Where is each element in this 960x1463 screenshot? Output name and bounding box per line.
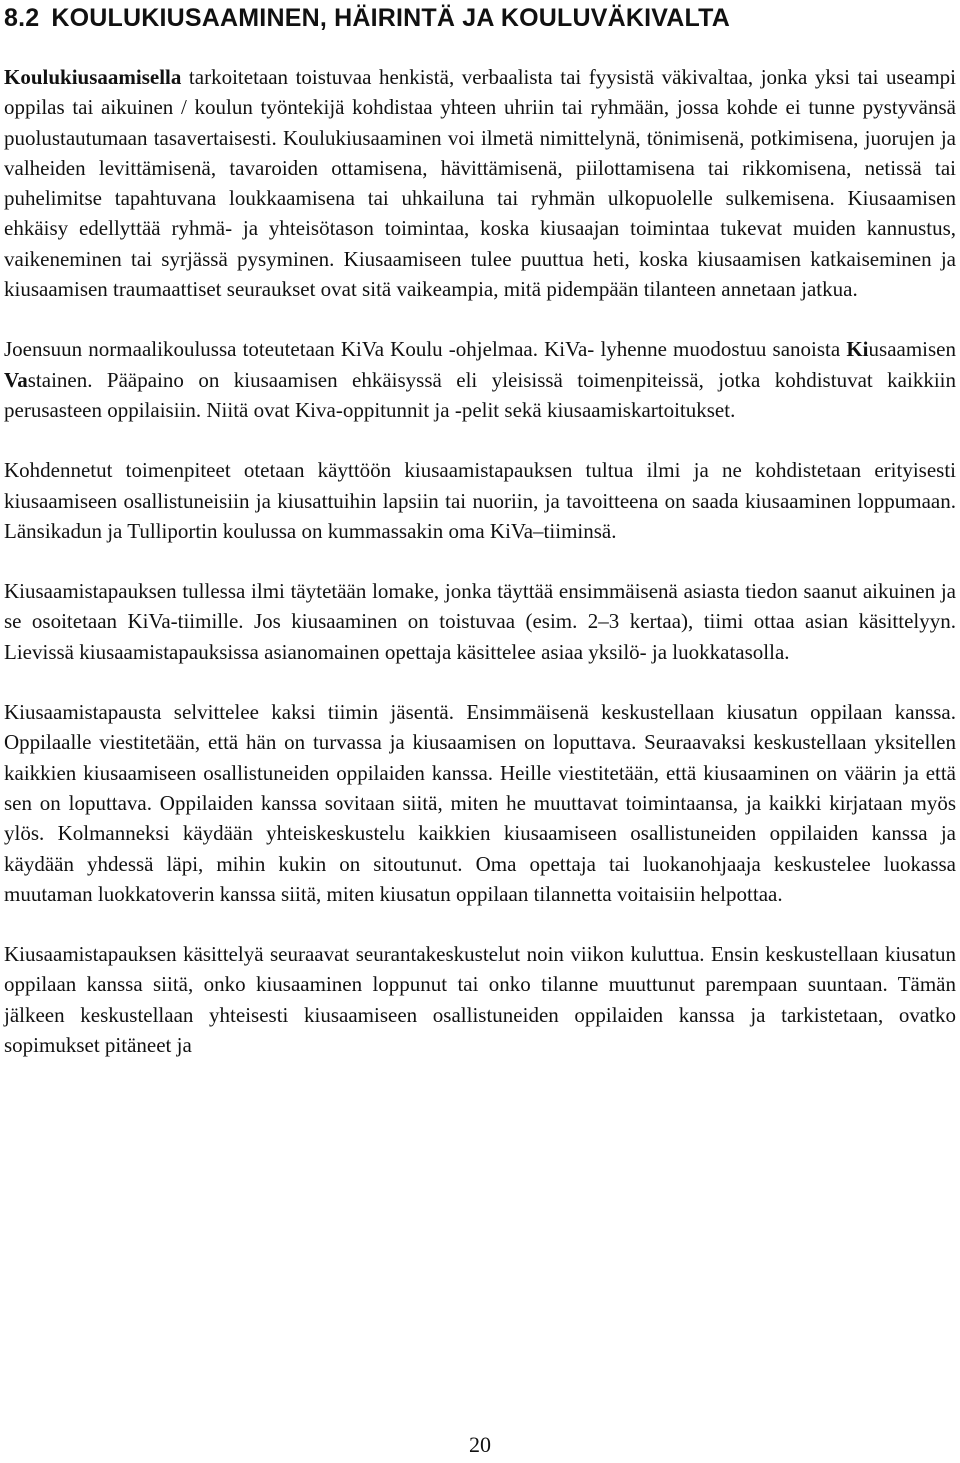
section-heading bbox=[4, 4, 730, 33]
section-number: 8.2 bbox=[4, 4, 40, 32]
paragraph-investigation: Kiusaamistapausta selvittelee kaksi tiimin jäsentä. Ensimmäisenä keskustellaan kiusatun oppilaan kanssa. Oppilaalle viestitetään, että hän on turvassa ja kiusaamisen on loputtava. Seuraavaksi keskustellaan yksitellen kaikkien kiusaamiseen osallistuneiden oppilaiden kanssa. Heille viestitetään, että kiusaaminen on väärin ja että sen on loputtava. Oppilaiden kanssa sovitaan siitä, miten he muuttavat toimintaansa, ja kaikki kirjataan myös ylös. Kolmanneksi käydään yhteiskeskustelu kaikkien kiusaamiseen osallistuneiden oppilaiden kanssa ja käydään yhdessä läpi, mihin kukin on sitoutunut. Oma opettaja tai luokanohjaaja keskustelee luokassa muutaman luokkatoverin kanssa siitä, miten kiusatun oppilaan tilannetta voitaisiin helpottaa. bbox=[4, 700, 956, 906]
acronym-ki: Ki bbox=[846, 337, 869, 362]
paragraph-targeted-measures: Kohdennetut toimenpiteet otetaan käyttöön kiusaamistapauksen tultua ilmi ja ne kohdistetaan erityisesti kiusaamiseen osallistuneisiin ja kiusattuihin lapsiin tai nuoriin, ja tavoitteena on saada kiusaaminen loppumaan. Länsikadun ja Tulliportin koulussa on kummassakin oma KiVa–tiiminsä. bbox=[4, 458, 956, 543]
paragraph-kiva-text-a: Joensuun normaalikoulussa toteutetaan KiVa Koulu -ohjelmaa. KiVa- lyhenne muodostuu sanoista bbox=[4, 337, 847, 362]
paragraph-kiva-text-d: stainen. Pääpaino on kiusaamisen ehkäisyssä eli yleisissä toimenpiteissä, jotka kohdistuvat kaikkiin perusasteen oppilaisiin. Niitä ovat Kiva-oppitunnit ja -pelit sekä kiusaamiskartoitukset. bbox=[4, 367, 956, 422]
paragraph-kiva-text-c: usaamisen bbox=[868, 337, 956, 362]
body-text bbox=[4, 62, 956, 1060]
paragraph-reporting: Kiusaamistapauksen tullessa ilmi täytetään lomake, jonka täyttää ensimmäisenä asiasta tiedon saanut aikuinen ja se osoitetaan KiVa-tiimille. Jos kiusaaminen on toistuvaa (esim. 2–3 kertaa), tiimi ottaa asian käsittelyyn. Lievissä kiusaamistapauksissa asianomainen opettaja käsittelee asiaa yksilö- ja luokkatasolla. bbox=[4, 579, 956, 664]
acronym-va: Va bbox=[4, 367, 28, 392]
paragraph-definition bbox=[4, 62, 956, 304]
paragraph-definition-text: tarkoitetaan toistuvaa henkistä, verbaalista tai fyysistä väkivaltaa, jonka yksi tai useampi oppilas tai aikuinen / koulun työntekijä kohdistaa yhteen uhriin tai ryhmään, jossa kohde ei tunne pystyvänsä puolustautumaan tasavertaisesti. Koulukiusaaminen voi ilmetä nimittelynä, tönimisenä, potkimisena, juorujen ja valheiden levittämisenä, tavaroiden ottamisena, hävittämisenä, piilottamisena tai rikkomisena, netissä tai puhelimitse tapahtuvana loukkaamisena tai uhkailuna tai ryhmän ulkopuolelle sulkemisena. Kiusaamisen ehkäisy edellyttää ryhmä- ja yhteisötason toimintaa, koska kiusaajan toimintaa tukevat muiden kannustus, vaikeneminen tai syrjässä pysyminen. Kiusaamiseen tulee puuttua heti, koska kiusaamisen katkaiseminen ja kiusaamisen traumaattiset seuraukset ovat sitä vaikeampia, mitä pidempään tilanteen annetaan jatkua. bbox=[4, 65, 956, 302]
paragraph-follow-up: Kiusaamistapauksen käsittelyä seuraavat seurantakeskustelut noin viikon kuluttua. Ensin keskustellaan kiusatun oppilaan kanssa siitä, onko kiusaaminen loppunut tai onko tilanne muuttunut parempaan suuntaan. Tämän jälkeen keskustellaan yhteisesti kiusaamiseen osallistuneiden oppilaiden kanssa ja tarkistetaan, ovatko sopimukset pitäneet ja bbox=[4, 942, 956, 1058]
page-number: 20 bbox=[469, 1432, 491, 1457]
defined-term: Koulukiusaamisella bbox=[4, 65, 182, 89]
section-title: KOULUKIUSAAMINEN, HÄIRINTÄ JA KOULUVÄKIVALTA bbox=[51, 4, 731, 32]
paragraph-kiva-program bbox=[4, 334, 956, 425]
